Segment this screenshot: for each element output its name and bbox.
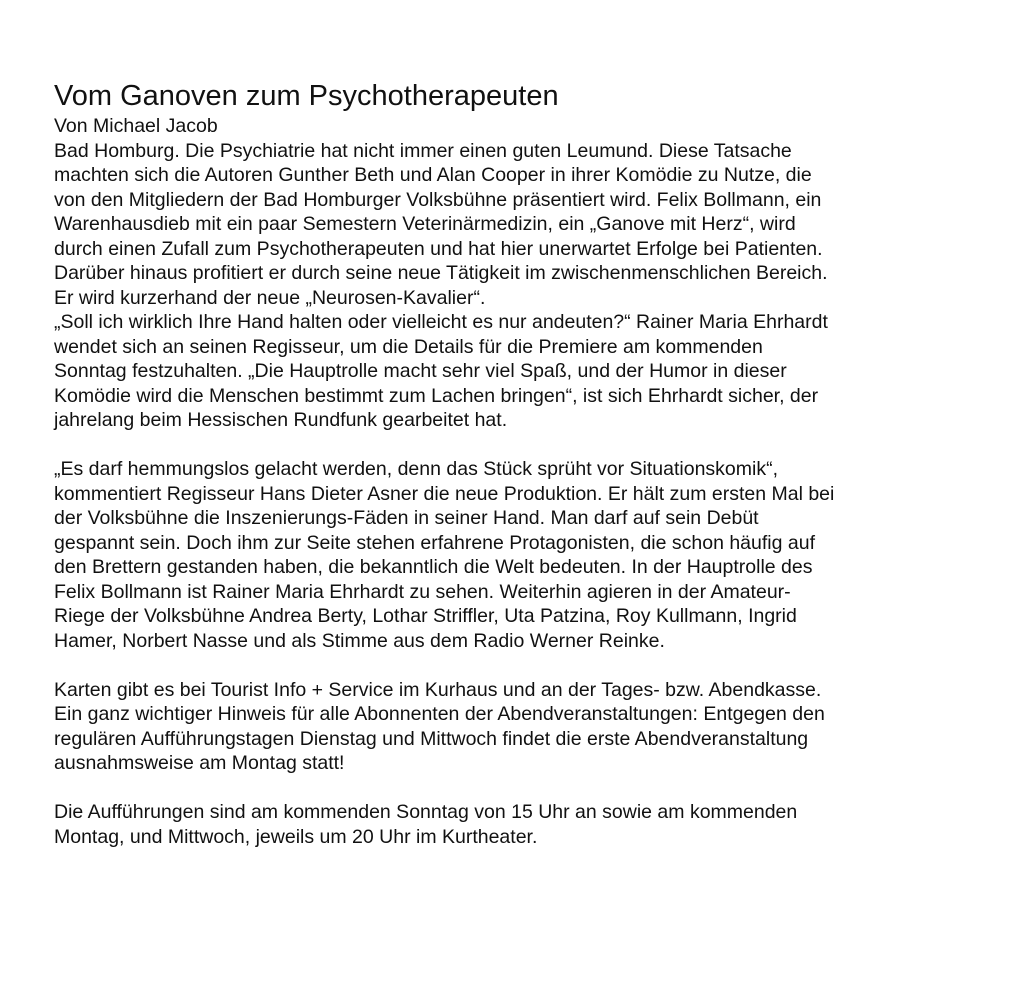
article-paragraph-quote: „Soll ich wirklich Ihre Hand halten oder vielleicht es nur andeuten?“ Rainer Maria Ehrhardt wendet sich an seinen Regisseur, um die Details für die Premiere am kommenden Sonntag festzuhalten. „Die Hauptrolle macht sehr viel Spaß, und der Humor in dieser Komödie wird die Menschen bestimmt zum Lachen bringen“, ist sich Ehrhardt sicher, der jahrelang beim Hessischen Rundfunk gearbeitet hat.	[54, 311, 828, 431]
article	[54, 78, 954, 849]
paragraph-spacer	[54, 776, 954, 801]
article-paragraph-dates: Die Aufführungen sind am kommenden Sonntag von 15 Uhr an sowie am kommenden Montag, und Mittwoch, jeweils um 20 Uhr im Kurtheater.	[54, 801, 798, 848]
article-paragraph-cast: „Es darf hemmungslos gelacht werden, denn das Stück sprüht vor Situationskomik“, kommentiert Regisseur Hans Dieter Asner die neue Produktion. Er hält zum ersten Mal bei der Volksbühne die Inszenierungs-Fäden in seiner Hand. Man darf auf sein Debüt gespannt sein. Doch ihm zur Seite stehen erfahrene Protagonisten, die schon häufig auf den Brettern gestanden haben, die bekanntlich die Welt bedeuten. In der Hauptrolle des Felix Bollmann ist Rainer Maria Ehrhardt zu sehen. Weiterhin agieren in der Amateur- Riege der Volksbühne Andrea Berty, Lothar Striffler, Uta Patzina, Roy Kullmann, Ingrid Hamer, Norbert Nasse und als Stimme aus dem Radio Werner Reinke.	[54, 458, 835, 652]
article-paragraph-tickets: Karten gibt es bei Tourist Info + Service im Kurhaus und an der Tages- bzw. Abendkasse. Ein ganz wichtiger Hinweis für alle Abonnenten der Abendveranstaltungen: Entgegen den regulären Aufführungstagen Dienstag und Mittwoch findet die erste Abendveranstaltung ausnahmsweise am Montag statt!	[54, 678, 825, 774]
article-title: Vom Ganoven zum Psychotherapeuten	[54, 80, 559, 112]
article-paragraph-intro: Bad Homburg. Die Psychiatrie hat nicht immer einen guten Leumund. Diese Tatsache machten sich die Autoren Gunther Beth und Alan Cooper in ihrer Komödie zu Nutze, die von den Mitgliedern der Bad Homburger Volksbühne präsentiert wird. Felix Bollmann, ein Warenhausdieb mit ein paar Semestern Veterinärmedizin, ein „Ganove mit Herz“, wird durch einen Zufall zum Psychotherapeuten und hat hier unerwartet Erfolge bei Patienten. Darüber hinaus profitiert er durch seine neue Tätigkeit im zwischenmenschlichen Bereich. Er wird kurzerhand der neue „Neurosen-Kavalier“.	[54, 139, 828, 309]
paragraph-spacer	[54, 653, 954, 678]
paragraph-spacer	[54, 433, 954, 458]
article-byline: Von Michael Jacob	[54, 115, 218, 137]
